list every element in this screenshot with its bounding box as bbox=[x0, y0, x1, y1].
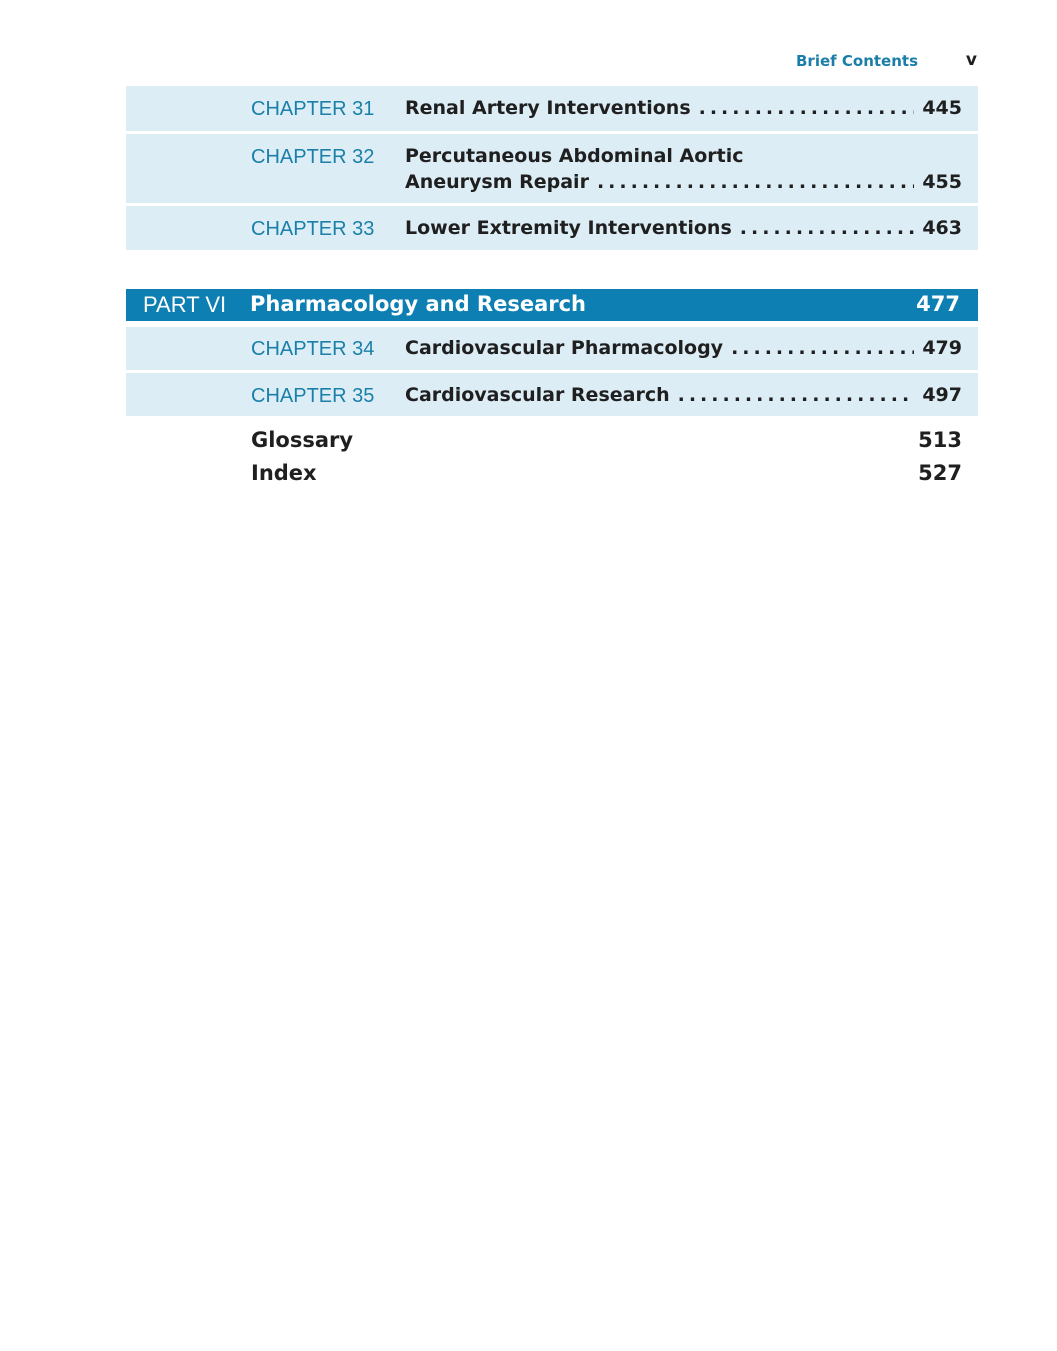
dot-leader bbox=[699, 97, 915, 119]
chapter-page: 445 bbox=[922, 97, 962, 119]
chapter-title-line bbox=[405, 97, 962, 119]
chapter-title: Aneurysm Repair bbox=[405, 171, 589, 193]
chapter-label: CHAPTER 34 bbox=[251, 338, 375, 360]
toc-entry-chapter-32[interactable] bbox=[126, 134, 978, 203]
page-number: v bbox=[965, 50, 977, 70]
chapter-title-line bbox=[405, 337, 962, 359]
chapter-label: CHAPTER 32 bbox=[251, 146, 375, 168]
chapter-page: 479 bbox=[922, 337, 962, 359]
backmatter-page: 513 bbox=[918, 428, 962, 452]
chapter-title-line-2 bbox=[405, 171, 962, 193]
part-title: Pharmacology and Research bbox=[250, 292, 586, 316]
chapter-title: Renal Artery Interventions bbox=[405, 97, 691, 119]
chapter-title: Lower Extremity Interventions bbox=[405, 217, 732, 239]
backmatter-title: Index bbox=[251, 461, 317, 485]
chapter-title: Cardiovascular Research bbox=[405, 384, 670, 406]
dot-leader bbox=[597, 171, 914, 193]
dot-leader bbox=[740, 217, 915, 239]
dot-leader bbox=[678, 384, 915, 406]
chapter-title-line-1: Percutaneous Abdominal Aortic bbox=[405, 145, 744, 167]
backmatter-page: 527 bbox=[918, 461, 962, 485]
chapter-label: CHAPTER 33 bbox=[251, 218, 375, 240]
toc-entry-index[interactable] bbox=[251, 461, 962, 491]
chapter-page: 463 bbox=[922, 217, 962, 239]
running-title: Brief Contents bbox=[795, 52, 918, 70]
chapter-title-line bbox=[405, 384, 962, 406]
chapter-title: Cardiovascular Pharmacology bbox=[405, 337, 724, 359]
part-heading-part-vi[interactable] bbox=[126, 289, 978, 321]
running-head bbox=[700, 50, 980, 74]
dot-leader bbox=[731, 337, 914, 359]
toc-entry-chapter-33[interactable] bbox=[126, 206, 978, 250]
toc-entry-chapter-34[interactable] bbox=[126, 327, 978, 370]
toc-entry-chapter-35[interactable] bbox=[126, 373, 978, 416]
chapter-title-line bbox=[405, 217, 962, 239]
part-page: 477 bbox=[916, 292, 960, 316]
toc-entry-glossary[interactable] bbox=[251, 428, 962, 458]
backmatter-title: Glossary bbox=[251, 428, 354, 452]
chapter-label: CHAPTER 35 bbox=[251, 385, 375, 407]
part-label: PART VI bbox=[143, 292, 227, 317]
chapter-label: CHAPTER 31 bbox=[251, 98, 375, 120]
chapter-page: 497 bbox=[922, 384, 962, 406]
chapter-page: 455 bbox=[922, 171, 962, 193]
toc-entry-chapter-31[interactable] bbox=[126, 86, 978, 131]
